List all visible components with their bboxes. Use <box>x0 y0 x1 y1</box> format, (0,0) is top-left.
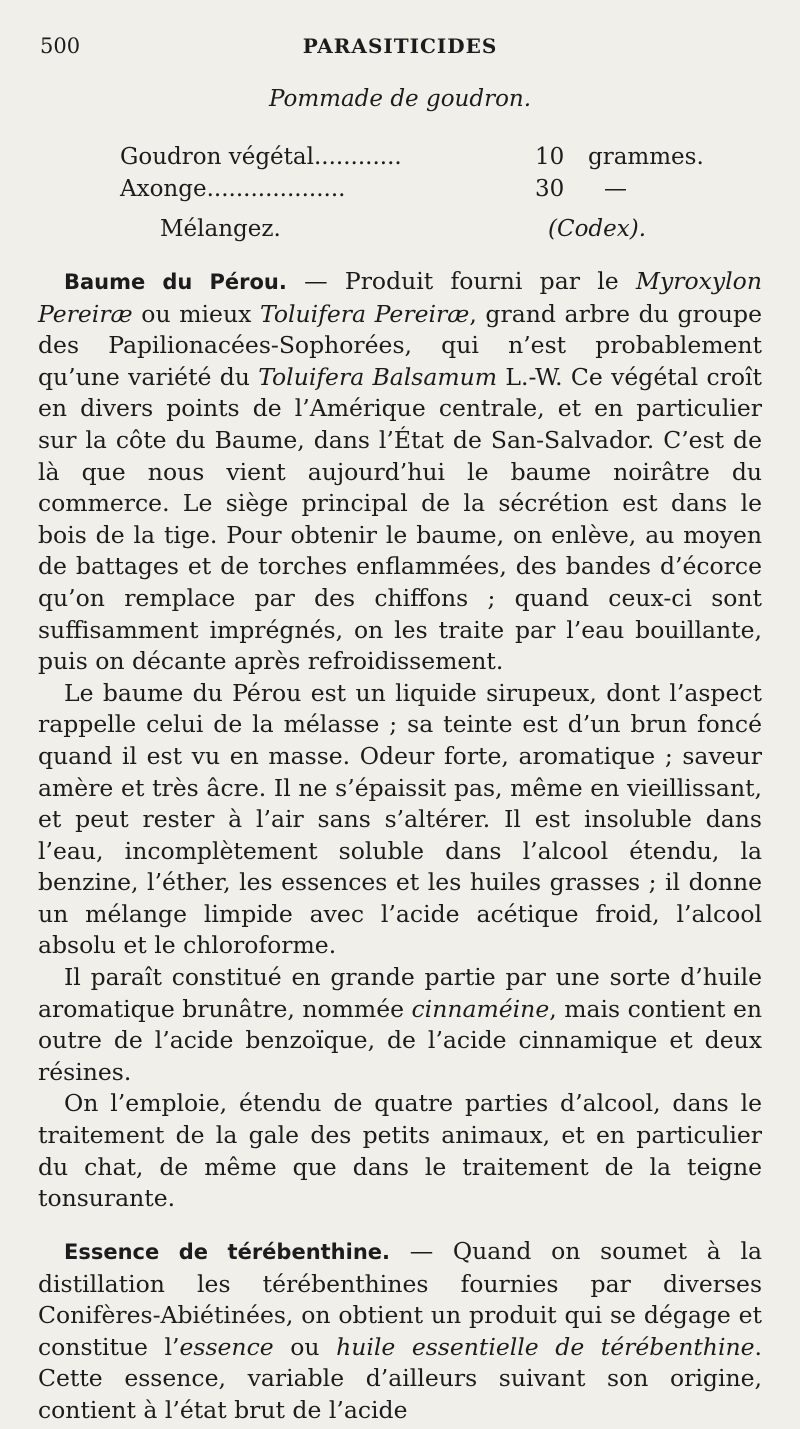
page-number: 500 <box>40 34 81 58</box>
text-run: Il paraît constitué en grande partie par une sorte d’huile aromatique brunâtre, nommée <box>38 963 762 1023</box>
text-run: ou mieux <box>132 299 260 328</box>
section-essence-de-terebenthine <box>38 1236 762 1427</box>
text-run: , grand arbre du groupe des Papilionacées-Sophorées, qui n’est probablement qu’une variété du <box>38 299 762 391</box>
paragraph <box>38 962 762 1088</box>
text-run: . Cette essence, variable d’ailleurs suivant son origine, contient à l’état brut de l’acide <box>38 1332 762 1424</box>
text-run-italic: Myroxylon Pereiræ <box>38 267 762 328</box>
text-run: ou <box>273 1332 337 1361</box>
recipe-instruction: Mélangez. <box>160 216 281 242</box>
text-run: — Produit fourni par le <box>304 267 636 295</box>
ingredient-quantity: 10 <box>535 144 565 170</box>
section-baume-du-perou <box>38 266 762 1215</box>
ingredient-quantity: 30 <box>535 176 565 202</box>
ingredient-name: Axonge................... <box>120 176 346 202</box>
text-run: — Quand on soumet à la distillation les térébenthines fournies par diverses Conifères-Abiétinées, on obtient un produit qui se dégage et constitue l’ <box>38 1237 762 1361</box>
running-head: PARASITICIDES <box>302 34 498 58</box>
paragraph <box>38 266 762 678</box>
text-run: , mais contient en outre de l’acide benzoïque, de l’acide cinnamique et deux résines. <box>38 994 763 1086</box>
ingredient-unit: — <box>604 176 627 202</box>
text-run-italic: huile essentielle de térébenthine <box>336 1332 755 1361</box>
recipe-title: Pommade de goudron. <box>268 86 532 112</box>
text-run-italic: cinnaméine <box>411 994 550 1023</box>
recipe-source: (Codex). <box>548 216 647 242</box>
text-run-italic: essence <box>179 1332 274 1361</box>
ingredient-unit: grammes. <box>588 144 704 170</box>
paragraph: Le baume du Pérou est un liquide sirupeux, dont l’aspect rappelle celui de la mélasse ; sa teinte est d’un brun foncé quand il est vu en masse. Odeur forte, aromatique ; saveur amère et très âcre. Il ne s’épaissit pas, même en vieillissant, et peut rester à l’air sans s’altérer. Il est insoluble dans l’eau, incomplètement soluble dans l’alcool étendu, la benzine, l’éther, les essences et les huiles grasses ; il donne un mélange limpide avec l’acide acétique froid, l’alcool absolu et le chloroforme. <box>38 678 762 960</box>
section-heading: Baume du Pérou. <box>64 270 287 294</box>
section-heading: Essence de térébenthine. <box>64 1240 391 1264</box>
paragraph: On l’emploie, étendu de quatre parties d’alcool, dans le traitement de la gale des petits animaux, et en particulier du chat, de même que dans le traitement de la teigne tonsurante. <box>38 1089 762 1213</box>
page-header <box>40 30 760 60</box>
text-run-italic: Toluifera Balsamum <box>258 362 498 391</box>
text-run: L.-W. Ce végétal croît en divers points de l’Amérique centrale, et en particulier sur la côte du Baume, dans l’État de San-Salvador. C’est de là que nous vient aujourd’hui le baume noirâtre du commerce. Le siège principal de la sécrétion est dans le bois de la tige. Pour obtenir le baume, on enlève, au moyen de battages et de torches enflammées, des bandes d’écorce qu’on remplace par des chiffons ; quand ceux-ci sont suffisamment imprégnés, on les traite par l’eau bouillante, puis on décante après refroidissement. <box>38 362 762 676</box>
ingredient-name: Goudron végétal............ <box>120 144 402 170</box>
paragraph <box>38 1236 762 1427</box>
text-run-italic: Toluifera Pereiræ <box>260 299 470 328</box>
